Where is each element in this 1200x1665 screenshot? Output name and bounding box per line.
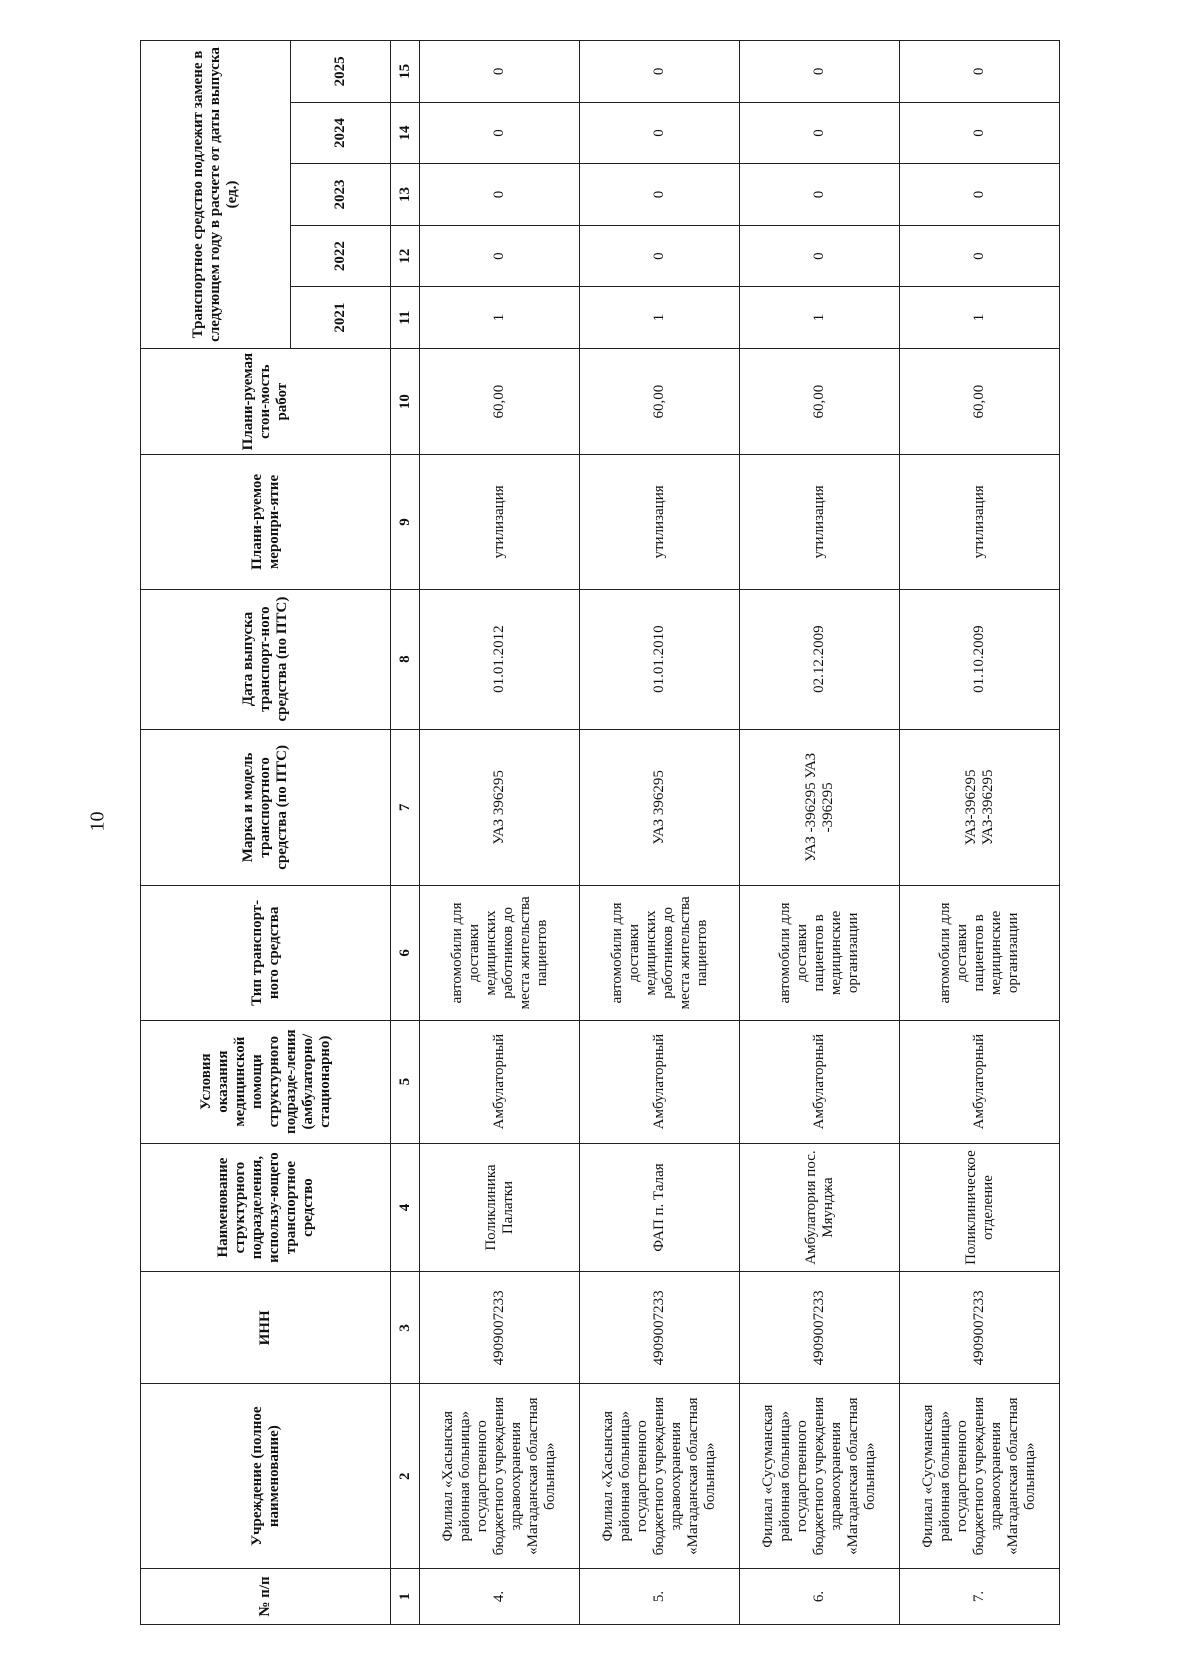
row-year-2023: 0 [740,164,900,226]
header-year-2021: 2021 [291,287,391,349]
row-release-date: 01.10.2009 [900,589,1060,729]
header-date: Дата выпуска транспорт-ного средства (по ПТС) [141,589,391,729]
header-org: Учреждение (полное наименование) [141,1384,391,1569]
header-inn: ИНН [141,1272,391,1384]
header-conditions: Условия оказания медицинской помощи структурного подразде-ления (амбулаторно/ стационарно) [141,1020,391,1143]
row-unit: Поликлиническое отделение [900,1143,1060,1272]
column-number: 12 [391,225,420,287]
row-conditions: Амбулаторный [900,1020,1060,1143]
row-year-2025: 0 [420,41,580,103]
row-year-2022: 0 [740,225,900,287]
row-organization: Филиал «Сусуманская районная больница» государственного бюджетного учреждения здравоохранения «Магаданская областная больница» [900,1384,1060,1569]
header-year-2024: 2024 [291,102,391,164]
header-year-2025: 2025 [291,41,391,103]
row-year-2025: 0 [580,41,740,103]
row-number: 5. [580,1569,740,1625]
row-release-date: 01.01.2012 [420,589,580,729]
row-year-2021: 1 [900,287,1060,349]
row-year-2021: 1 [740,287,900,349]
row-year-2022: 0 [900,225,1060,287]
row-inn: 4909007233 [900,1272,1060,1384]
row-organization: Филиал «Сусуманская районная больница» государственного бюджетного учреждения здравоохранения «Магаданская областная больница» [740,1384,900,1569]
row-year-2024: 0 [900,102,1060,164]
row-conditions: Амбулаторный [740,1020,900,1143]
row-year-2023: 0 [420,164,580,226]
row-organization: Филиал «Хасынская районная больница» государственного бюджетного учреждения здравоохранения «Магаданская областная больница» [580,1384,740,1569]
column-number: 4 [391,1143,420,1272]
row-vehicle-type: автомобили для доставки пациентов в медицинские организации [740,886,900,1020]
row-vehicle-type: автомобили для доставки медицинских работников до места жительства пациентов [420,886,580,1020]
row-vehicle-model: УАЗ -396295 УАЗ -396295 [740,729,900,886]
row-year-2022: 0 [420,225,580,287]
row-planned-event: утилизация [740,455,900,589]
row-organization: Филиал «Хасынская районная больница» государственного бюджетного учреждения здравоохранения «Магаданская областная больница» [420,1384,580,1569]
row-vehicle-model: УАЗ 396295 [420,729,580,886]
column-number: 2 [391,1384,420,1569]
row-year-2021: 1 [420,287,580,349]
row-year-2023: 0 [900,164,1060,226]
vehicle-table [140,40,1060,1625]
column-number: 14 [391,102,420,164]
column-number: 13 [391,164,420,226]
row-number: 7. [900,1569,1060,1625]
header-year-2022: 2022 [291,225,391,287]
header-replacement-group: Транспортное средство подлежит замене в следующем году в расчете от даты выпуска (ед.) [141,41,291,349]
row-conditions: Амбулаторный [580,1020,740,1143]
row-year-2024: 0 [420,102,580,164]
row-inn: 4909007233 [580,1272,740,1384]
column-number: 1 [391,1569,420,1625]
row-planned-event: утилизация [580,455,740,589]
column-number-row [391,41,420,1625]
header-model: Марка и модель транспортного средства (по ПТС) [141,729,391,886]
column-number: 6 [391,886,420,1020]
rotated-table-container [140,40,1060,1625]
row-number: 4. [420,1569,580,1625]
row-year-2025: 0 [740,41,900,103]
page-number: 10 [86,811,109,832]
row-planned-cost: 60,00 [900,348,1060,454]
row-number: 6. [740,1569,900,1625]
column-number: 5 [391,1020,420,1143]
column-number: 11 [391,287,420,349]
header-num: № п/п [141,1569,391,1625]
row-inn: 4909007233 [740,1272,900,1384]
row-year-2024: 0 [580,102,740,164]
header-unit: Наименование структурного подразделения, использу-ющего транспортное средство [141,1143,391,1272]
row-unit: ФАП п. Талая [580,1143,740,1272]
row-unit: Амбулатория пос. Мяунджа [740,1143,900,1272]
row-conditions: Амбулаторный [420,1020,580,1143]
row-inn: 4909007233 [420,1272,580,1384]
row-release-date: 01.01.2010 [580,589,740,729]
header-type: Тип транспорт-ного средства [141,886,391,1020]
table-row [420,41,580,1625]
row-vehicle-model: УАЗ-396295 УАЗ-396295 [900,729,1060,886]
table-row [900,41,1060,1625]
row-planned-event: утилизация [900,455,1060,589]
header-event: Плани-руемое меропри-ятие [141,455,391,589]
row-planned-cost: 60,00 [580,348,740,454]
column-number: 10 [391,348,420,454]
row-year-2025: 0 [900,41,1060,103]
row-release-date: 02.12.2009 [740,589,900,729]
row-unit: Поликлиника Палатки [420,1143,580,1272]
row-year-2022: 0 [580,225,740,287]
row-year-2024: 0 [740,102,900,164]
row-planned-cost: 60,00 [420,348,580,454]
header-year-2023: 2023 [291,164,391,226]
table-row [740,41,900,1625]
column-number: 8 [391,589,420,729]
column-number: 3 [391,1272,420,1384]
row-vehicle-type: автомобили для доставки медицинских работников до места жительства пациентов [580,886,740,1020]
row-planned-event: утилизация [420,455,580,589]
column-number: 9 [391,455,420,589]
header-cost: Плани-руемая стои-мость работ [141,348,391,454]
column-number: 7 [391,729,420,886]
table-row [580,41,740,1625]
row-year-2023: 0 [580,164,740,226]
column-number: 15 [391,41,420,103]
row-vehicle-model: УАЗ 396295 [580,729,740,886]
row-year-2021: 1 [580,287,740,349]
row-vehicle-type: автомобили для доставки пациентов в медицинские организации [900,886,1060,1020]
row-planned-cost: 60,00 [740,348,900,454]
